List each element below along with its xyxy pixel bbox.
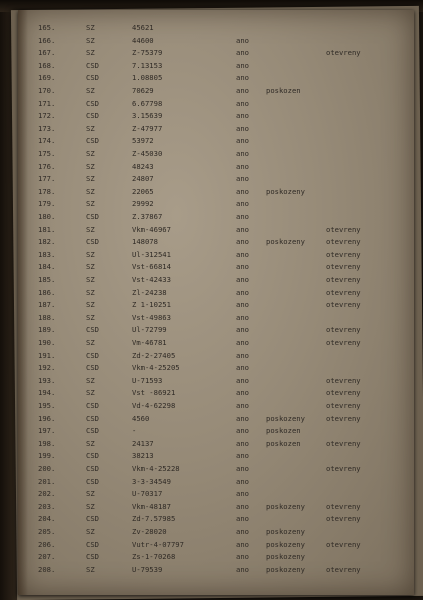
row-type: CSD <box>86 539 99 549</box>
row-code: 48243 <box>132 161 154 171</box>
register-row <box>18 337 414 348</box>
row-open: otevreny <box>326 48 361 58</box>
register-row <box>18 564 414 575</box>
register-row <box>18 513 414 524</box>
row-type: SZ <box>86 501 95 511</box>
row-type: SZ <box>86 174 95 184</box>
row-number: 190. <box>38 338 56 347</box>
register-row <box>18 161 414 172</box>
row-ano: ano <box>236 388 249 398</box>
register-row <box>18 387 414 398</box>
register-row <box>18 98 414 109</box>
register-row <box>18 476 414 487</box>
row-code: Z-75379 <box>132 48 163 58</box>
row-code: Z 1-10251 <box>132 300 171 310</box>
row-code: 53972 <box>132 136 154 146</box>
row-open: otevreny <box>326 287 361 297</box>
row-type: CSD <box>86 413 99 423</box>
row-number: 185. <box>38 275 56 284</box>
register-row <box>18 375 414 386</box>
row-type: CSD <box>86 426 99 436</box>
row-damage: poskozeny <box>266 237 305 247</box>
register-row <box>18 438 414 449</box>
row-code: 24807 <box>132 174 154 184</box>
row-code: Z-47977 <box>132 123 163 133</box>
row-number: 178. <box>38 186 56 196</box>
row-open: otevreny <box>326 375 361 385</box>
row-ano: ano <box>236 98 249 108</box>
row-code: Zd-2-27405 <box>132 350 176 360</box>
row-code: Zl-24238 <box>132 287 167 297</box>
row-number: 186. <box>38 287 56 297</box>
row-type: SZ <box>86 375 95 385</box>
row-ano: ano <box>236 338 249 347</box>
row-ano: ano <box>236 501 249 511</box>
register-row <box>18 186 414 197</box>
row-open: otevreny <box>326 388 361 398</box>
row-open: otevreny <box>326 501 361 511</box>
row-open: otevreny <box>326 539 361 549</box>
row-ano: ano <box>236 451 249 461</box>
row-code: Zs-1-70268 <box>132 552 176 562</box>
row-type: CSD <box>86 350 99 360</box>
row-code: Vkm-46967 <box>132 224 171 234</box>
row-ano: ano <box>236 300 249 310</box>
register-row <box>18 261 414 272</box>
row-ano: ano <box>236 224 249 234</box>
row-number: 176. <box>38 161 56 171</box>
row-number: 200. <box>38 464 56 473</box>
row-code: 6.67798 <box>132 98 163 108</box>
row-type: CSD <box>86 98 99 108</box>
row-ano: ano <box>236 426 249 436</box>
row-ano: ano <box>236 539 249 549</box>
row-code: 4560 <box>132 413 150 423</box>
register-row <box>18 539 414 550</box>
register-row <box>18 47 414 58</box>
row-type: CSD <box>86 60 99 70</box>
row-type: SZ <box>86 438 95 448</box>
row-ano: ano <box>236 287 249 297</box>
row-code: 29992 <box>132 199 154 209</box>
row-code: Ul-312541 <box>132 249 171 259</box>
row-ano: ano <box>236 237 249 247</box>
row-type: SZ <box>86 287 95 297</box>
row-number: 167. <box>38 48 56 58</box>
register-row <box>18 211 414 222</box>
row-ano: ano <box>236 249 249 259</box>
document-page <box>18 10 414 595</box>
row-type: CSD <box>86 363 99 373</box>
row-type: SZ <box>86 161 95 171</box>
row-code: Zd-7.57985 <box>132 514 176 524</box>
register-row <box>18 135 414 146</box>
row-type: SZ <box>86 262 95 272</box>
row-ano: ano <box>236 350 249 360</box>
row-number: 175. <box>38 149 56 158</box>
row-ano: ano <box>236 413 249 423</box>
row-code: 3.15639 <box>132 111 163 121</box>
row-open: otevreny <box>326 564 361 574</box>
row-code: Z-45030 <box>132 149 163 158</box>
row-number: 183. <box>38 249 56 259</box>
row-number: 173. <box>38 123 56 133</box>
row-ano: ano <box>236 489 249 499</box>
row-ano: ano <box>236 527 249 536</box>
row-code: 1.08805 <box>132 73 163 83</box>
row-code: 7.13153 <box>132 60 163 70</box>
row-open: otevreny <box>326 237 361 247</box>
row-type: CSD <box>86 111 99 121</box>
register-row <box>18 488 414 499</box>
row-type: SZ <box>86 48 95 58</box>
row-ano: ano <box>236 86 249 95</box>
row-number: 202. <box>38 489 56 499</box>
row-ano: ano <box>236 476 249 486</box>
row-number: 165. <box>38 23 56 32</box>
row-code: 24137 <box>132 438 154 448</box>
row-number: 169. <box>38 73 56 83</box>
row-number: 205. <box>38 527 56 536</box>
row-type: SZ <box>86 564 95 574</box>
row-number: 191. <box>38 350 56 360</box>
row-damage: poskozen <box>266 438 301 448</box>
row-number: 196. <box>38 413 56 423</box>
register-row <box>18 224 414 235</box>
row-code: U-70317 <box>132 489 163 499</box>
row-type: SZ <box>86 199 95 209</box>
register-row <box>18 400 414 411</box>
row-ano: ano <box>236 552 249 562</box>
row-type: CSD <box>86 136 99 146</box>
row-code: Vst-66814 <box>132 262 171 272</box>
row-damage: poskozeny <box>266 501 305 511</box>
row-number: 192. <box>38 363 56 373</box>
register-row <box>18 299 414 310</box>
row-code: Vm-46781 <box>132 338 167 347</box>
register-row <box>18 287 414 298</box>
row-type: SZ <box>86 300 95 310</box>
register-row <box>18 60 414 71</box>
row-type: SZ <box>86 338 95 347</box>
row-type: SZ <box>86 123 95 133</box>
register-row <box>18 350 414 361</box>
row-type: SZ <box>86 489 95 499</box>
row-number: 181. <box>38 224 56 234</box>
row-code: Vst -86921 <box>132 388 176 398</box>
register-row <box>18 463 414 474</box>
row-open: otevreny <box>326 275 361 284</box>
row-ano: ano <box>236 123 249 133</box>
row-number: 193. <box>38 375 56 385</box>
row-ano: ano <box>236 464 249 473</box>
row-ano: ano <box>236 111 249 121</box>
row-code: Vd-4-62298 <box>132 401 176 410</box>
row-open: otevreny <box>326 300 361 310</box>
row-code: Z.37867 <box>132 212 163 221</box>
row-type: SZ <box>86 23 95 32</box>
register-row <box>18 35 414 46</box>
register-row <box>18 110 414 121</box>
row-number: 206. <box>38 539 56 549</box>
register-row <box>18 362 414 373</box>
row-code: 45621 <box>132 23 154 32</box>
row-number: 182. <box>38 237 56 247</box>
register-row <box>18 425 414 436</box>
row-number: 187. <box>38 300 56 310</box>
row-type: SZ <box>86 527 95 536</box>
row-number: 168. <box>38 60 56 70</box>
row-ano: ano <box>236 199 249 209</box>
row-number: 208. <box>38 564 56 574</box>
row-type: CSD <box>86 514 99 524</box>
row-number: 195. <box>38 401 56 410</box>
row-code: Vkm-4-25228 <box>132 464 180 473</box>
row-damage: poskozeny <box>266 564 305 574</box>
row-ano: ano <box>236 161 249 171</box>
row-number: 204. <box>38 514 56 524</box>
row-number: 197. <box>38 426 56 436</box>
register-row <box>18 450 414 461</box>
row-code: 3-3-34549 <box>132 476 171 486</box>
row-damage: poskozen <box>266 426 301 436</box>
row-type: SZ <box>86 388 95 398</box>
row-type: SZ <box>86 186 95 196</box>
row-type: CSD <box>86 464 99 473</box>
row-number: 184. <box>38 262 56 272</box>
row-type: CSD <box>86 552 99 562</box>
row-damage: poskozeny <box>266 527 305 536</box>
row-ano: ano <box>236 149 249 158</box>
register-row <box>18 22 414 33</box>
row-ano: ano <box>236 514 249 524</box>
row-damage: poskozeny <box>266 186 305 196</box>
row-number: 198. <box>38 438 56 448</box>
row-code: Vutr-4-07797 <box>132 539 184 549</box>
row-type: CSD <box>86 451 99 461</box>
row-ano: ano <box>236 186 249 196</box>
register-row <box>18 501 414 512</box>
register-row <box>18 85 414 96</box>
row-code: Ul-72799 <box>132 325 167 335</box>
row-open: otevreny <box>326 413 361 423</box>
register-row <box>18 526 414 537</box>
row-open: otevreny <box>326 464 361 473</box>
row-code: 22065 <box>132 186 154 196</box>
register-row <box>18 148 414 159</box>
row-number: 171. <box>38 98 56 108</box>
register-row <box>18 324 414 335</box>
row-type: CSD <box>86 212 99 221</box>
row-ano: ano <box>236 35 249 45</box>
row-ano: ano <box>236 401 249 410</box>
register-row <box>18 198 414 209</box>
row-damage: poskozeny <box>266 413 305 423</box>
row-open: otevreny <box>326 514 361 524</box>
row-ano: ano <box>236 375 249 385</box>
row-number: 188. <box>38 312 56 322</box>
register-row <box>18 72 414 83</box>
row-open: otevreny <box>326 325 361 335</box>
row-type: SZ <box>86 35 95 45</box>
row-ano: ano <box>236 312 249 322</box>
row-open: otevreny <box>326 224 361 234</box>
row-number: 189. <box>38 325 56 335</box>
row-ano: ano <box>236 60 249 70</box>
row-type: CSD <box>86 401 99 410</box>
row-number: 199. <box>38 451 56 461</box>
row-type: SZ <box>86 312 95 322</box>
row-type: SZ <box>86 249 95 259</box>
row-open: otevreny <box>326 401 361 410</box>
register-row <box>18 312 414 323</box>
register-row <box>18 173 414 184</box>
row-code: 38213 <box>132 451 154 461</box>
row-ano: ano <box>236 212 249 221</box>
row-number: 174. <box>38 136 56 146</box>
row-ano: ano <box>236 136 249 146</box>
row-type: SZ <box>86 224 95 234</box>
row-damage: poskozeny <box>266 552 305 562</box>
row-code: Vst-42433 <box>132 275 171 284</box>
row-number: 170. <box>38 86 56 95</box>
row-type: CSD <box>86 237 99 247</box>
register-row <box>18 274 414 285</box>
row-ano: ano <box>236 275 249 284</box>
row-ano: ano <box>236 438 249 448</box>
row-type: SZ <box>86 86 95 95</box>
row-code: 44600 <box>132 35 154 45</box>
row-ano: ano <box>236 73 249 83</box>
row-code: Zv-28020 <box>132 527 167 536</box>
row-type: CSD <box>86 325 99 335</box>
row-number: 177. <box>38 174 56 184</box>
row-ano: ano <box>236 174 249 184</box>
row-type: SZ <box>86 275 95 284</box>
row-type: CSD <box>86 73 99 83</box>
row-number: 179. <box>38 199 56 209</box>
row-open: otevreny <box>326 262 361 272</box>
row-number: 180. <box>38 212 56 221</box>
row-number: 166. <box>38 35 56 45</box>
row-code: 70629 <box>132 86 154 95</box>
row-ano: ano <box>236 564 249 574</box>
row-ano: ano <box>236 48 249 58</box>
register-row <box>18 123 414 134</box>
row-type: SZ <box>86 149 95 158</box>
row-code: 148078 <box>132 237 158 247</box>
row-number: 194. <box>38 388 56 398</box>
row-damage: poskozen <box>266 86 301 95</box>
row-open: otevreny <box>326 249 361 259</box>
row-damage: poskozeny <box>266 539 305 549</box>
register-row <box>18 249 414 260</box>
row-code: Vst-49863 <box>132 312 171 322</box>
row-number: 207. <box>38 552 56 562</box>
row-code: Vkm-48187 <box>132 501 171 511</box>
row-open: otevreny <box>326 338 361 347</box>
row-number: 201. <box>38 476 56 486</box>
row-number: 203. <box>38 501 56 511</box>
row-open: otevreny <box>326 438 361 448</box>
row-code: - <box>132 426 137 436</box>
row-code: U-71593 <box>132 375 163 385</box>
row-code: U-79539 <box>132 564 163 574</box>
register-row <box>18 551 414 562</box>
row-number: 172. <box>38 111 56 121</box>
row-ano: ano <box>236 325 249 335</box>
row-ano: ano <box>236 262 249 272</box>
row-type: CSD <box>86 476 99 486</box>
row-code: Vkm-4-25205 <box>132 363 180 373</box>
register-row <box>18 413 414 424</box>
row-ano: ano <box>236 363 249 373</box>
register-row <box>18 236 414 247</box>
